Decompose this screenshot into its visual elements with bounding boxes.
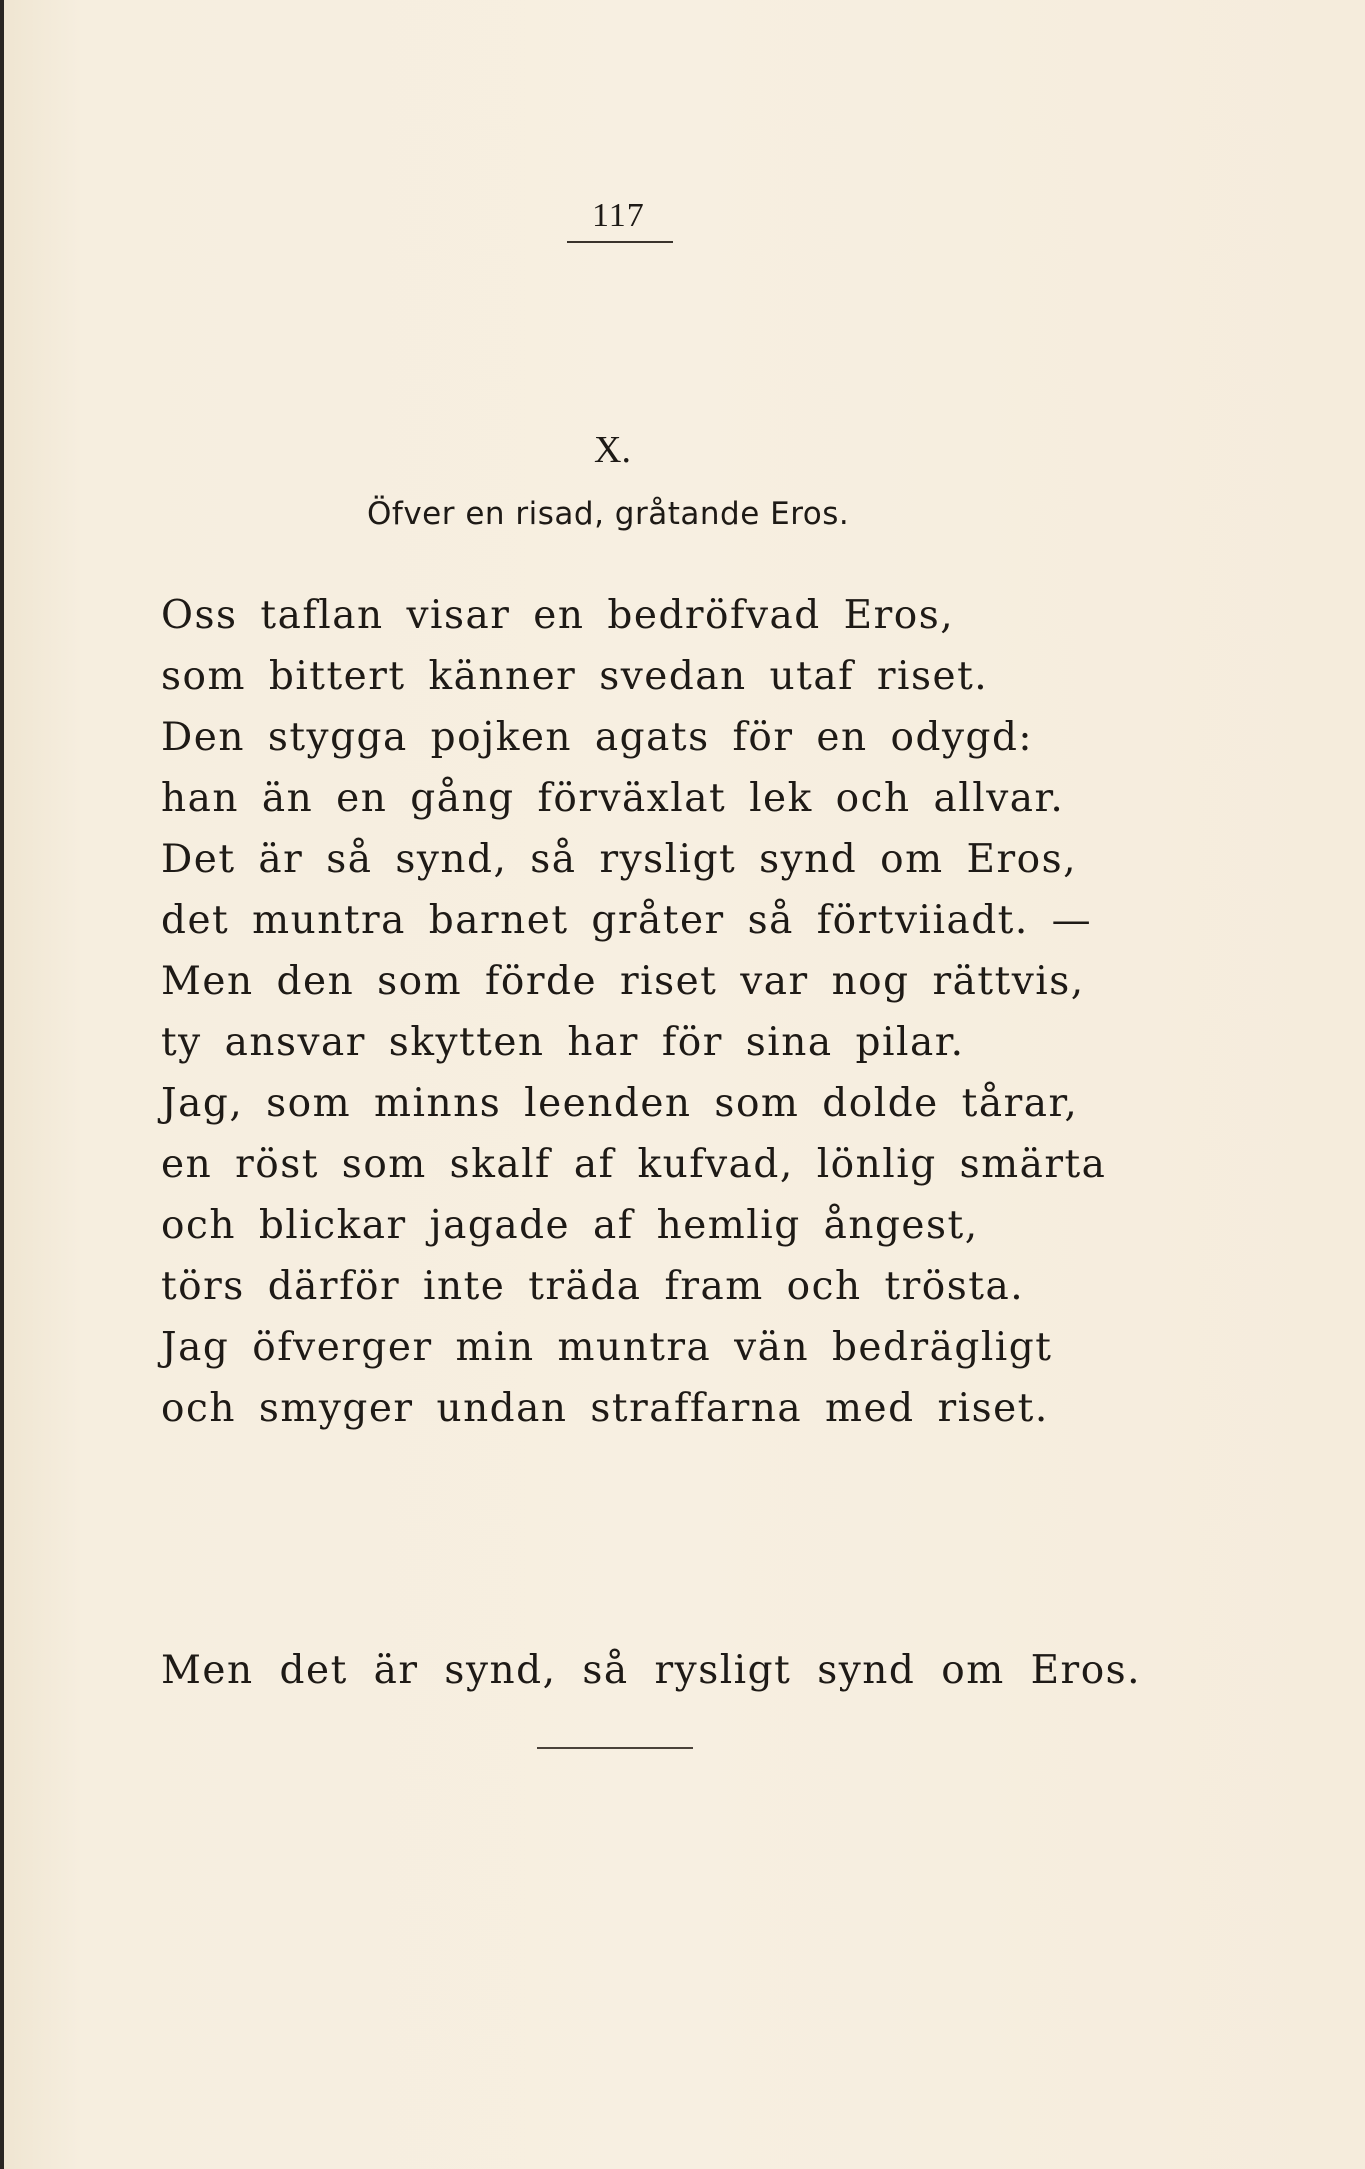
poem-line: och smyger undan straffarna med riset. [161,1386,1049,1431]
poem-line: som bittert känner svedan utaf riset. [161,654,989,699]
page-left-edge [0,0,4,2169]
poem-line: ty ansvar skytten har för sina pilar. [161,1020,965,1065]
end-rule [537,1747,693,1749]
poem-line: Men den som förde riset var nog rättvis, [161,959,1085,1004]
poem-line: han än en gång förväxlat lek och allvar. [161,776,1065,821]
poem-line: det muntra barnet gråter så förtviiadt. — [161,898,1093,943]
poem-line: Jag, som minns leenden som dolde tårar, [161,1081,1079,1126]
poem-line: Det är så synd, så rysligt synd om Eros, [161,837,1078,882]
poem-line: Den stygga pojken agats för en odygd: [161,715,1034,760]
poem-line: och blickar jagade af hemlig ångest, [161,1203,979,1248]
poem-subtitle: Öfver en risad, gråtande Eros. [367,496,850,532]
page-number: 117 [592,197,645,234]
poem-line: törs därför inte träda fram och trösta. [161,1264,1025,1309]
poem-line: Oss taflan visar en bedröfvad Eros, [161,593,955,638]
poem-closing-line: Men det är synd, så rysligt synd om Eros. [161,1648,1142,1693]
poem-line: Jag öfverger min muntra vän bedrägligt [161,1325,1053,1370]
poem-line: en röst som skalf af kufvad, lönlig smärta [161,1142,1107,1187]
poem-body [161,585,1106,1439]
section-number: X. [594,429,631,471]
page-number-rule [567,241,673,243]
